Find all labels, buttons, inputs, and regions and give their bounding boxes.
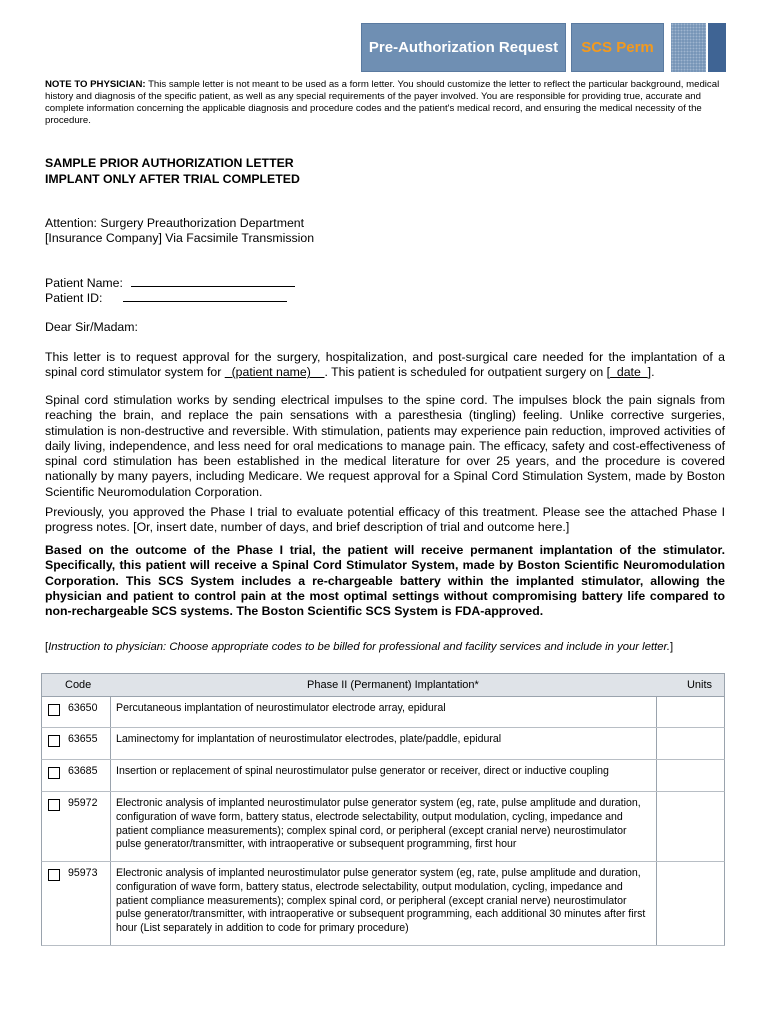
letter-title-line2: IMPLANT ONLY AFTER TRIAL COMPLETED xyxy=(45,172,300,186)
header-units: Units xyxy=(686,679,712,691)
row-code: 63650 xyxy=(68,702,98,714)
instruction-open-bracket: [ xyxy=(45,641,49,653)
row-code: 95973 xyxy=(68,867,98,879)
salutation: Dear Sir/Madam: xyxy=(45,320,138,334)
patient-name-field[interactable] xyxy=(131,275,295,287)
row-code: 63685 xyxy=(68,765,98,777)
outcome-paragraph: Based on the outcome of the Phase I trial, the patient will receive permanent implantation of the stimulator. Specifically, this patient will receive a Spinal Cord Stimulator System, made by Boston Scientific Neuromodulation Corporation. This SCS System includes a re-chargeable battery within the implanted stimulator, allowing the physician and patient to control pain at the most optimal settings without compromising battery life compared to non-rechargeable SCS systems. The Boston Scientific SCS System is FDA-approved. xyxy=(45,543,725,619)
request-text-c: ]. xyxy=(647,365,655,380)
row-checkbox[interactable] xyxy=(48,767,60,779)
table-row xyxy=(41,792,725,862)
table-row xyxy=(41,862,725,946)
request-paragraph xyxy=(45,350,725,381)
phase1-paragraph: Previously, you approved the Phase I trial to evaluate potential efficacy of this treatment. Please see the attached Phase I progress notes. [Or, insert date, number of days, and brief description of trial and outcome here.] xyxy=(45,505,725,535)
row-units-cell[interactable] xyxy=(655,728,724,759)
attention-line1: Attention: Surgery Preauthorization Department xyxy=(45,216,305,230)
table-header xyxy=(41,673,725,697)
scs-perm-tag: SCS Perm xyxy=(571,23,664,72)
instruction-text: Instruction to physician: Choose appropriate codes to be billed for professional and facility services and include in your letter. xyxy=(48,641,671,653)
row-units-cell[interactable] xyxy=(655,760,724,791)
letter-title xyxy=(45,155,300,187)
header-description: Phase II (Permanent) Implantation* xyxy=(307,679,479,691)
patient-id-row xyxy=(45,290,287,306)
header-bar-decoration xyxy=(708,23,726,72)
table-row xyxy=(41,728,725,760)
header-code: Code xyxy=(65,679,92,691)
row-checkbox[interactable] xyxy=(48,704,60,716)
table-row xyxy=(41,697,725,728)
request-text-b: . This patient is scheduled for outpatient surgery on [ xyxy=(324,365,611,380)
row-description: Percutaneous implantation of neurostimulator electrode array, epidural xyxy=(110,697,657,727)
row-description: Insertion or replacement of spinal neurostimulator pulse generator or receiver, direct or inductive coupling xyxy=(110,760,657,791)
note-to-physician xyxy=(45,79,729,127)
patient-name-label: Patient Name: xyxy=(45,276,123,290)
patient-id-field[interactable] xyxy=(123,290,287,302)
row-units-cell[interactable] xyxy=(655,697,724,727)
row-checkbox[interactable] xyxy=(48,869,60,881)
row-code: 63655 xyxy=(68,733,98,745)
patient-id-label: Patient ID: xyxy=(45,291,103,305)
physician-instruction xyxy=(45,641,673,653)
form-title-banner: Pre-Authorization Request xyxy=(361,23,566,72)
scs-explanation-paragraph: Spinal cord stimulation works by sending electrical impulses to the spine cord. The impulses block the pain signals from reaching the brain, and replace the pain sensations with a paresthesia (tingling) feeling. Unlike corrective surgeries, stimulation is non-destructive and reversible. With stimulation, patients may experience pain reduction, improved activities of daily living, independence, and less need for oral medications to manage pain. The efficacy, safety and cost-effectiveness of spinal cord stimulation has been established in the medical literature for over 25 years, and the procedure is covered nationally by many payers, including Medicare. We request approval for a Spinal Cord Stimulation System, made by Boston Scientific Neuromodulation Corporation. xyxy=(45,393,725,499)
procedure-codes-table xyxy=(41,673,725,946)
letter-title-line1: SAMPLE PRIOR AUTHORIZATION LETTER xyxy=(45,156,294,170)
row-units-cell[interactable] xyxy=(655,862,724,945)
row-units-cell[interactable] xyxy=(655,792,724,861)
note-text: This sample letter is not meant to be used as a form letter. You should customize the letter to reflect the particular background, medical history and diagnosis of the specific patient, as well as any special requirements of the payer involved. You are responsible for providing true, accurate and complete information concerning the applicable diagnosis and procedure codes and the patient's medical record, and ensuring the medical necessity of the procedure. xyxy=(45,79,720,126)
header-pattern-decoration xyxy=(671,23,706,72)
row-checkbox[interactable] xyxy=(48,735,60,747)
patient-name-row xyxy=(45,275,295,291)
attention-line2: [Insurance Company] Via Facsimile Transmission xyxy=(45,231,315,245)
row-code: 95972 xyxy=(68,797,98,809)
patient-name-placeholder: (patient name) xyxy=(224,365,325,380)
row-description: Laminectomy for implantation of neurostimulator electrodes, plate/paddle, epidural xyxy=(110,728,657,759)
row-description: Electronic analysis of implanted neurostimulator pulse generator system (eg, rate, pulse amplitude and duration, configuration of wave form, battery status, electrode selectability, output modulation, cycling, impedance and patient compliance measurements); complex spinal cord, or peripheral (except cranial nerve) neurostimulator pulse generator/transmitter, with intraoperative or subsequent programming, first hour xyxy=(110,792,657,861)
note-label: NOTE TO PHYSICIAN: xyxy=(45,79,146,90)
row-checkbox[interactable] xyxy=(48,799,60,811)
date-placeholder: date xyxy=(610,365,648,380)
table-row xyxy=(41,760,725,792)
row-description: Electronic analysis of implanted neurostimulator pulse generator system (eg, rate, pulse amplitude and duration, configuration of wave form, battery status, electrode selectability, output modulation, cycling, impedance and patient compliance measurements); complex spinal cord, or peripheral (except cranial nerve) neurostimulator pulse generator/transmitter, with intraoperative or subsequent programming, each additional 30 minutes after first hour (List separately in addition to code for primary procedure) xyxy=(110,862,657,945)
request-text-a: This letter is to request approval for the surgery, hospitalization, and post-surgical care needed for the implantation of a spinal cord stimulator system for xyxy=(45,350,725,380)
instruction-close-bracket: ] xyxy=(670,641,674,653)
